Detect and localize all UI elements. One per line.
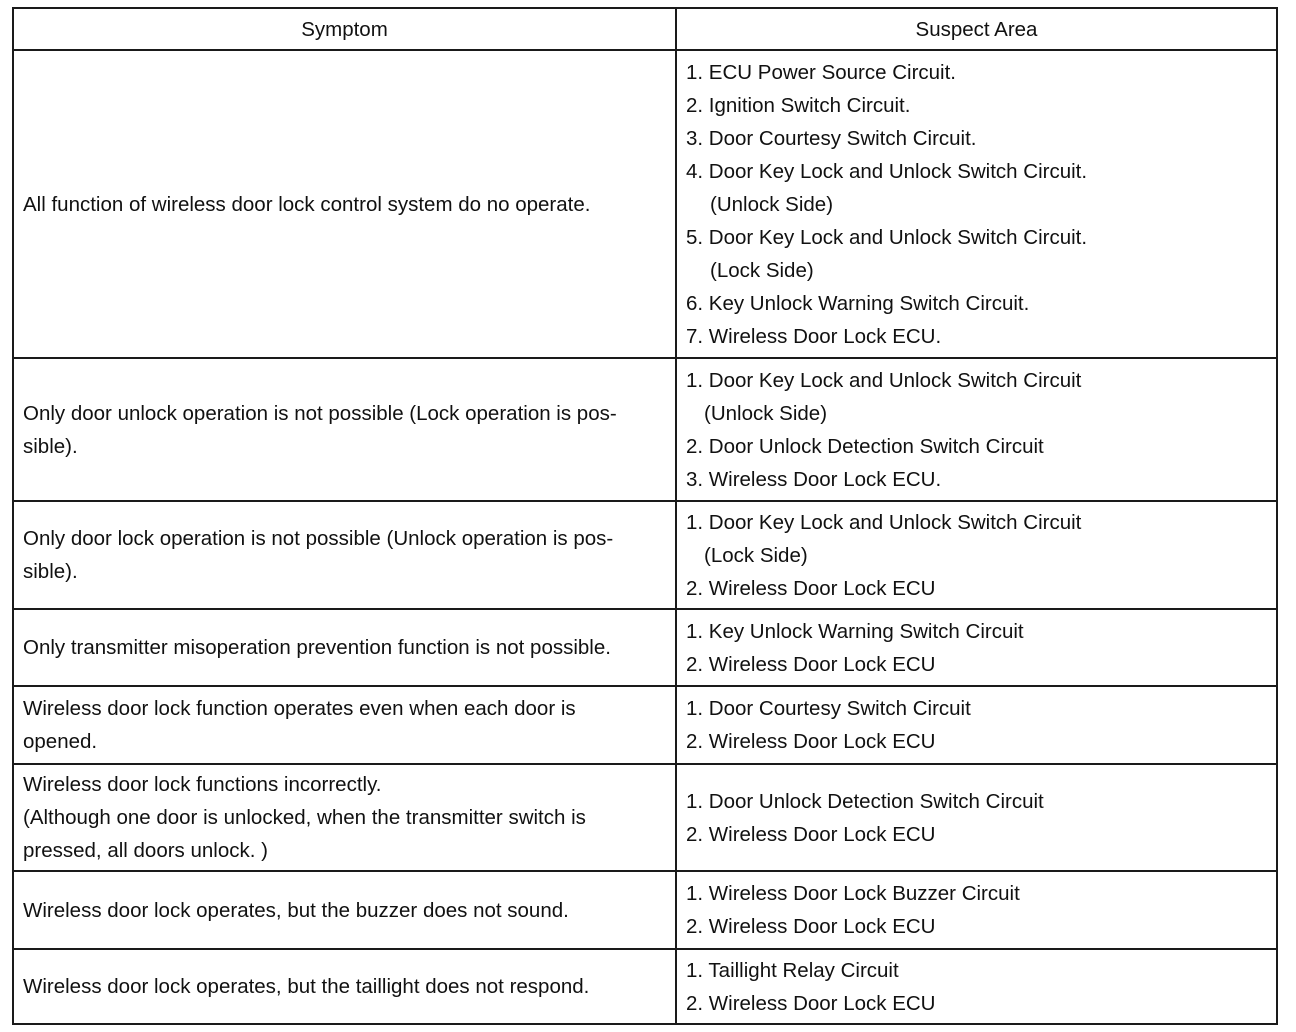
table-row (13, 609, 1277, 686)
suspect-area-cell (676, 50, 1277, 358)
suspect-area-cell (676, 358, 1277, 501)
suspect-item: 2. Wireless Door Lock ECU (686, 576, 936, 600)
symptom-cell (13, 871, 676, 949)
symptom-text: Only transmitter misoperation prevention function is not possible. (23, 636, 611, 659)
header-row (13, 8, 1277, 50)
suspect-item: 1. ECU Power Source Circuit. (686, 60, 957, 84)
symptom-text: All function of wireless door lock control system do no operate. (23, 192, 591, 216)
suspect-item: 2. Wireless Door Lock ECU (686, 652, 936, 676)
symptom-cell (13, 764, 676, 871)
suspect-item: 1. Door Key Lock and Unlock Switch Circuit (686, 368, 1082, 392)
symptom-cell (13, 949, 676, 1024)
symptom-cell (13, 686, 676, 764)
suspect-item: 2. Wireless Door Lock ECU (686, 822, 936, 846)
table-body (13, 50, 1277, 1024)
suspect-item: 2. Wireless Door Lock ECU (686, 991, 936, 1015)
symptom-cell (13, 50, 676, 358)
suspect-item: 2. Door Unlock Detection Switch Circuit (686, 434, 1044, 458)
suspect-item: 1. Door Key Lock and Unlock Switch Circuit (686, 510, 1082, 534)
symptom-text: Wireless door lock operates, but the buzzer does not sound. (23, 898, 569, 922)
suspect-area-cell (676, 871, 1277, 949)
suspect-item: 1. Taillight Relay Circuit (686, 958, 899, 982)
symptom-text: (Although one door is unlocked, when the transmitter switch is (23, 806, 586, 829)
suspect-item: 1. Wireless Door Lock Buzzer Circuit (686, 882, 1020, 905)
symptom-text: Wireless door lock functions incorrectly. (23, 773, 382, 796)
suspect-item: 4. Door Key Lock and Unlock Switch Circuit. (686, 159, 1088, 183)
suspect-area-cell (676, 609, 1277, 686)
suspect-item: 1. Door Unlock Detection Switch Circuit (686, 789, 1044, 813)
suspect-item-continuation: (Lock Side) (704, 543, 808, 567)
suspect-item-continuation: (Unlock Side) (704, 401, 828, 425)
symptom-cell (13, 501, 676, 609)
symptom-cell (13, 609, 676, 686)
table-row (13, 871, 1277, 949)
symptom-text: sible). (23, 434, 78, 458)
suspect-area-cell (676, 949, 1277, 1024)
suspect-item: 5. Door Key Lock and Unlock Switch Circuit. (686, 225, 1088, 249)
table-row (13, 686, 1277, 764)
suspect-item: 6. Key Unlock Warning Switch Circuit. (686, 291, 1030, 315)
suspect-item: 2. Wireless Door Lock ECU (686, 730, 936, 753)
table-row (13, 949, 1277, 1024)
symptom-text: Only door unlock operation is not possible (Lock operation is pos- (23, 401, 617, 425)
symptom-text: pressed, all doors unlock. ) (23, 839, 268, 862)
symptom-cell (13, 358, 676, 501)
table-row (13, 50, 1277, 358)
suspect-item: 1. Key Unlock Warning Switch Circuit (686, 619, 1024, 643)
troubleshooting-table (12, 7, 1278, 1025)
suspect-item: 2. Ignition Switch Circuit. (686, 93, 911, 117)
suspect-area-cell (676, 764, 1277, 871)
table-row (13, 501, 1277, 609)
table-row (13, 764, 1277, 871)
suspect-item: 7. Wireless Door Lock ECU. (686, 324, 942, 348)
symptom-text: sible). (23, 560, 78, 583)
suspect-area-cell (676, 686, 1277, 764)
suspect-item-continuation: (Lock Side) (710, 258, 814, 282)
symptom-text: Wireless door lock operates, but the taillight does not respond. (23, 975, 590, 998)
suspect-item: 2. Wireless Door Lock ECU (686, 915, 936, 938)
suspect-item: 3. Wireless Door Lock ECU. (686, 467, 942, 491)
symptom-column-header: Symptom (13, 8, 676, 50)
suspect-item: 1. Door Courtesy Switch Circuit (686, 697, 971, 720)
suspect-area-column-header: Suspect Area (676, 8, 1277, 50)
symptom-text: Wireless door lock function operates even when each door is (23, 697, 576, 720)
table-header (13, 8, 1277, 50)
suspect-item-continuation: (Unlock Side) (710, 192, 834, 216)
table-row (13, 358, 1277, 501)
suspect-area-cell (676, 501, 1277, 609)
suspect-item: 3. Door Courtesy Switch Circuit. (686, 126, 977, 150)
symptom-text: Only door lock operation is not possible (Unlock operation is pos- (23, 527, 614, 550)
symptom-text: opened. (23, 730, 98, 753)
